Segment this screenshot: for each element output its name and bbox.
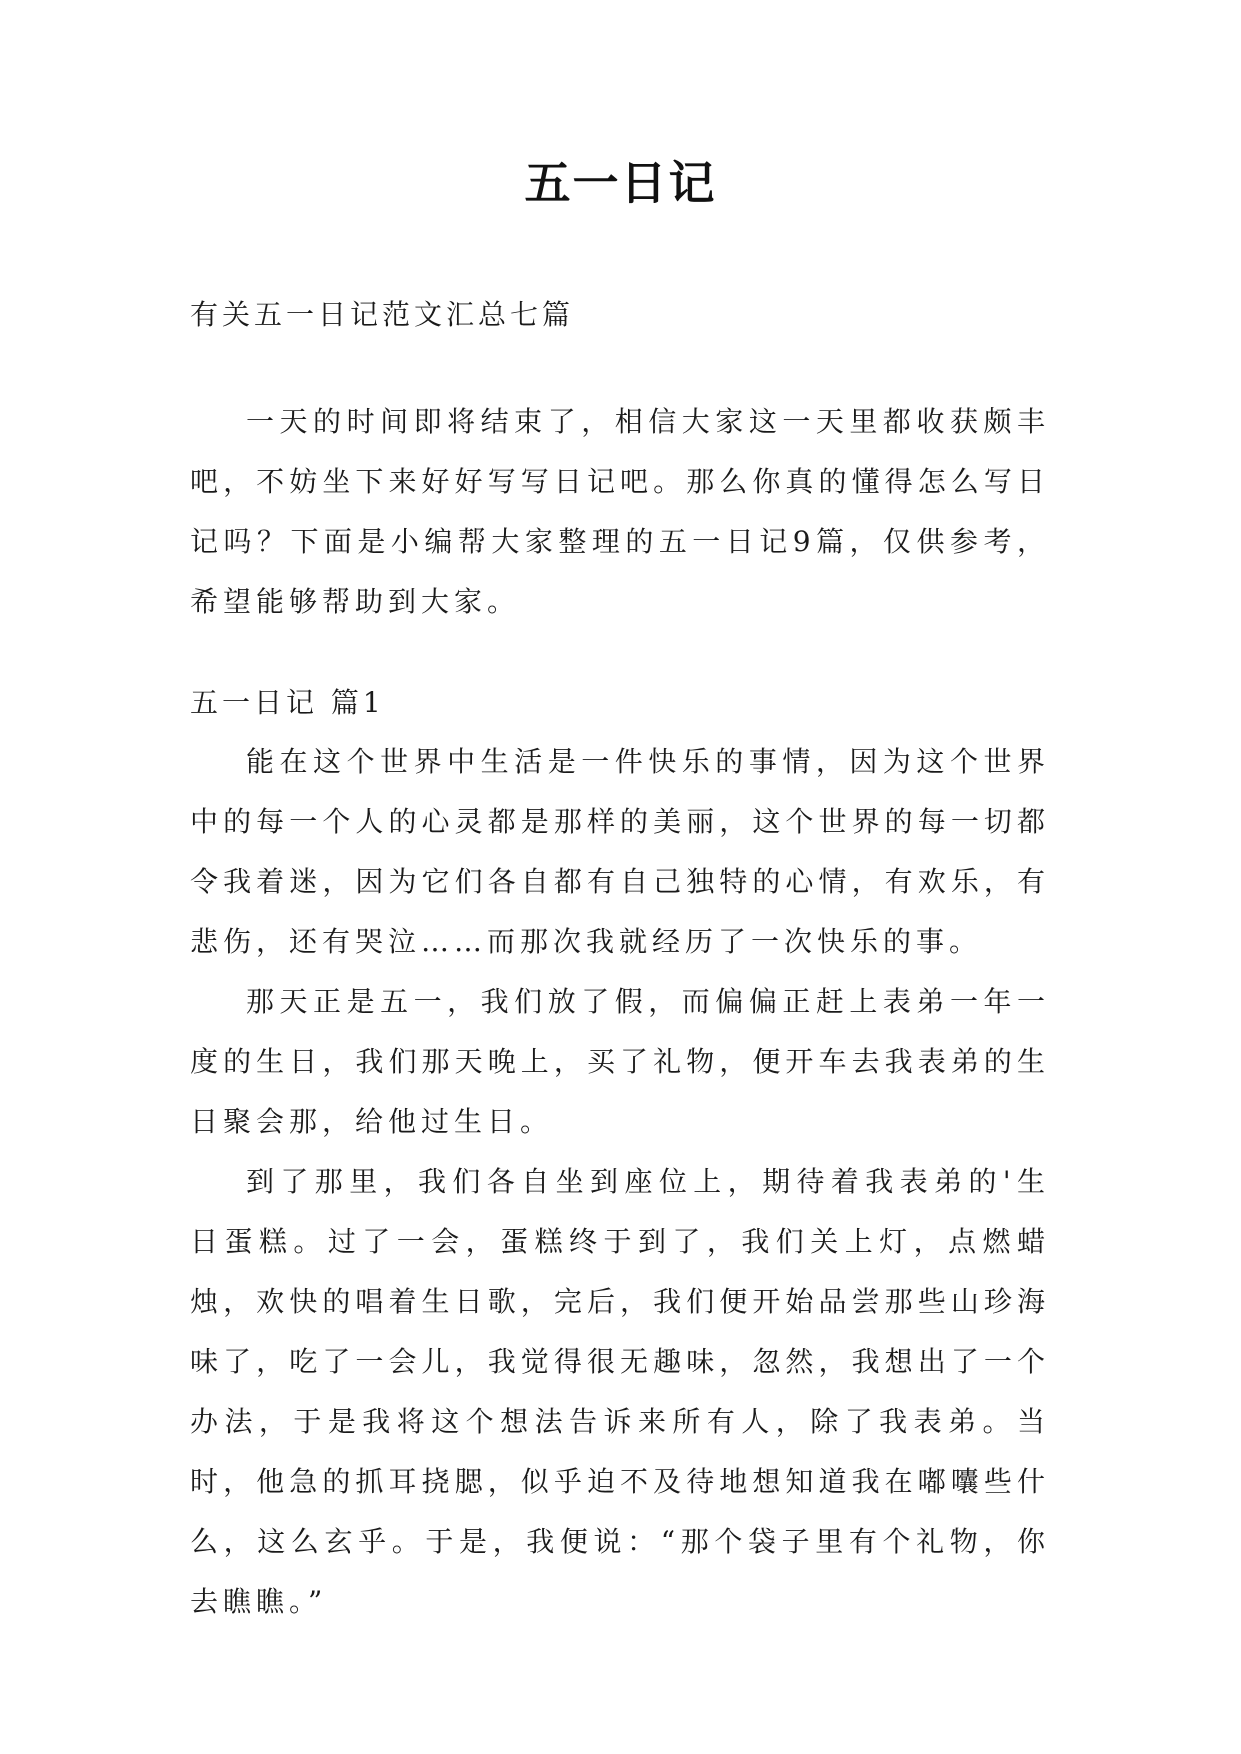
intro-paragraph: 一天的时间即将结束了，相信大家这一天里都收获颇丰吧，不妨坐下来好好写写日记吧。那么你真的懂得怎么写日记吗？下面是小编帮大家整理的五一日记9篇，仅供参考，希望能够帮助到大家。 [190, 405, 1050, 618]
diary-section [190, 674, 1050, 1632]
body-paragraph: 到了那里，我们各自坐到座位上，期待着我表弟的'生日蛋糕。过了一会，蛋糕终于到了，我们关上灯，点燃蜡烛，欢快的唱着生日歌，完后，我们便开始品尝那些山珍海味了，吃了一会儿，我觉得很无趣味，忽然，我想出了一个办法，于是我将这个想法告诉来所有人，除了我表弟。当时，他急的抓耳挠腮，似乎迫不及待地想知道我在嘟囔些什么，这么玄乎。于是，我便说：“那个袋子里有个礼物，你去瞧瞧。” [190, 1165, 1050, 1618]
body-paragraph: 那天正是五一，我们放了假，而偏偏正赶上表弟一年一度的生日，我们那天晚上，买了礼物，便开车去我表弟的生日聚会那，给他过生日。 [190, 985, 1050, 1138]
document-subtitle: 有关五一日记范文汇总七篇 [190, 298, 575, 331]
document-body [190, 290, 1050, 1632]
section-heading: 五一日记 篇1 [190, 686, 385, 719]
document-title: 五一日记 [524, 156, 717, 210]
body-paragraph: 能在这个世界中生活是一件快乐的事情，因为这个世界中的每一个人的心灵都是那样的美丽，这个世界的每一切都令我着迷，因为它们各自都有自己独特的心情，有欢乐，有悲伤，还有哭泣……而那次我就经历了一次快乐的事。 [190, 745, 1050, 958]
